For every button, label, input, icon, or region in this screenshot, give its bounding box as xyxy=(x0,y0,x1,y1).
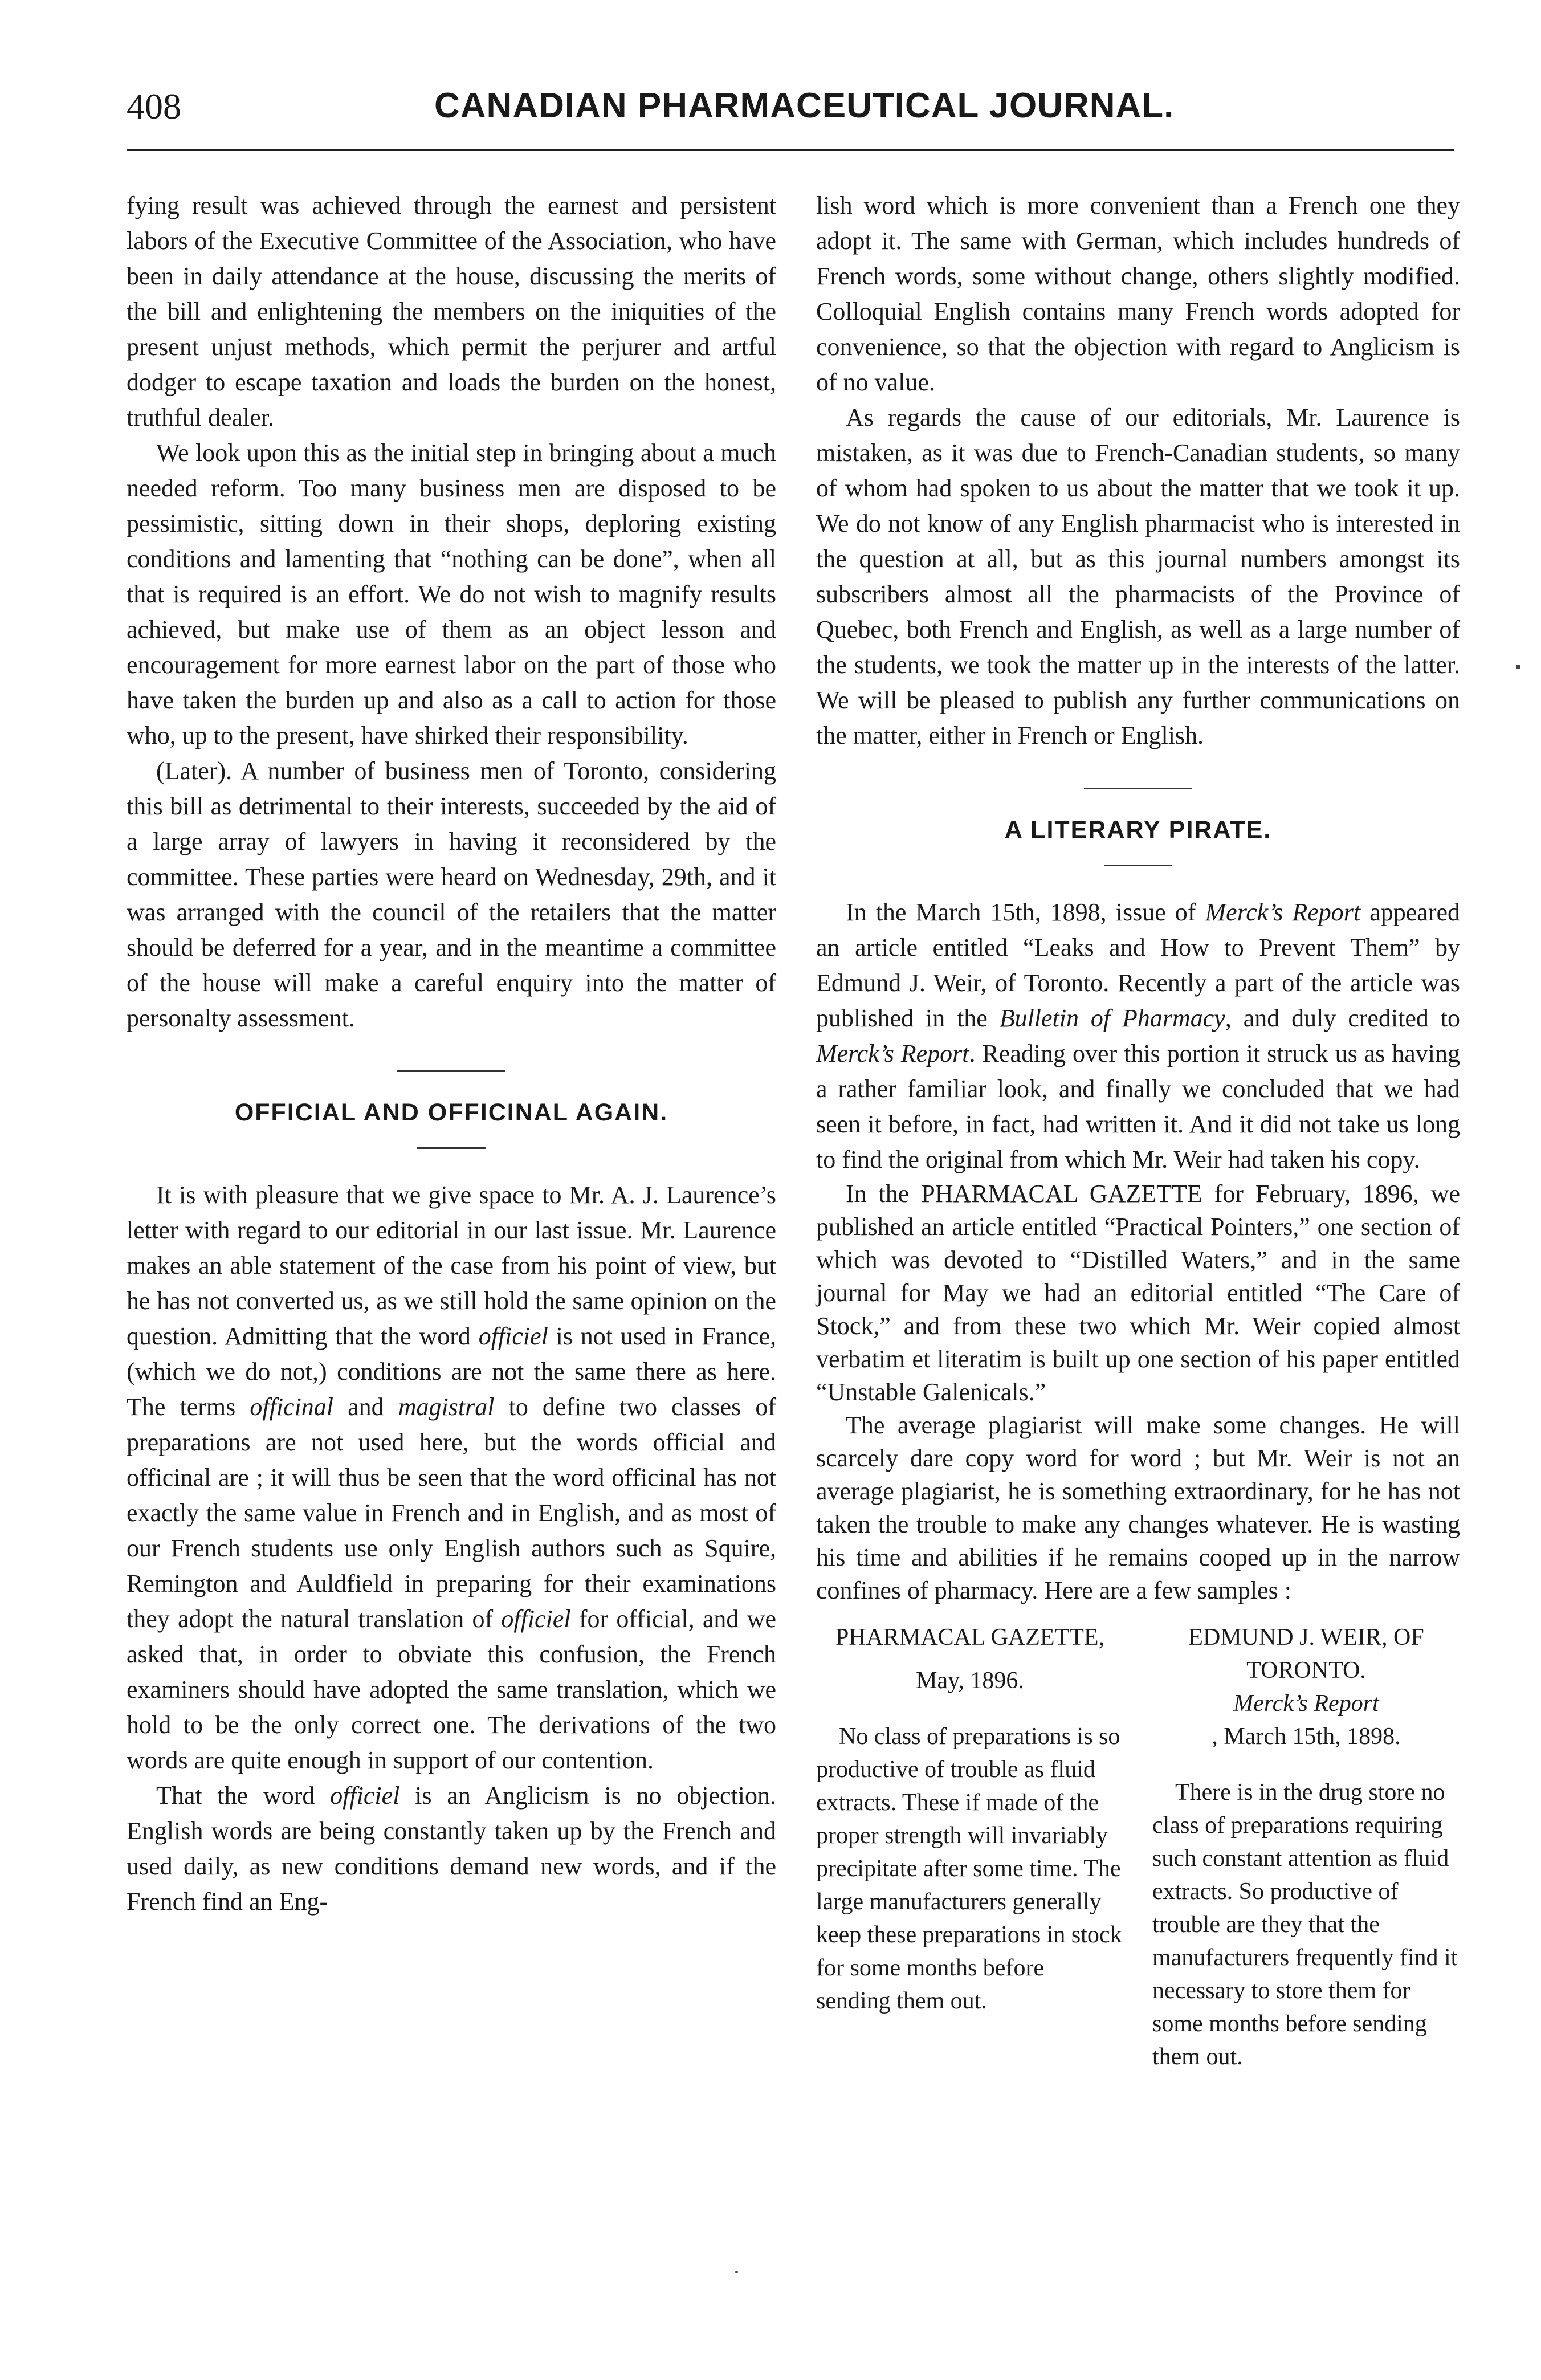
right-paragraph-5: The average plagiarist will make some changes. He will scarcely dare copy word for word ; but Mr. Weir is not an average plagiarist, he is something extraordinary, for he has not taken the trouble to make any changes whatever. He is wasting his time and abilities if he remains cooped up in the narrow confines of pharmacy. Here are a few samples : xyxy=(816,1411,1460,1604)
text-run: is an Anglicism is no objection. English words are being constantly taken up by the French and used daily, as new conditions demand new words, and if the French find an Eng- xyxy=(127,1782,777,1916)
text-run: and xyxy=(333,1393,398,1421)
source-date: May, 1896. xyxy=(916,1668,1024,1694)
print-speck xyxy=(735,2271,738,2273)
heading-literary-pirate: A LITERARY PIRATE. xyxy=(1004,816,1272,843)
text-run: is not used in France, (which we do not,) conditions are not the same there as here. The terms xyxy=(127,1322,776,1421)
source-name: EDMUND J. WEIR, OF xyxy=(1188,1624,1424,1650)
right-paragraph-3 xyxy=(816,895,1460,1177)
right-paragraph-1: lish word which is more convenient than a French one they adopt it. The same with German, which includes hundreds of French words, some without change, others slightly modified. Colloquial English contains many French words adopted for convenience, so that the objection with regard to Anglicism is of no value. xyxy=(816,191,1460,396)
journal-title: CANADIAN PHARMACEUTICAL JOURNAL. xyxy=(434,86,1175,125)
comparison-left-heading xyxy=(816,1621,1124,1697)
right-column xyxy=(816,188,1460,2073)
italic-title: Merck’s Report xyxy=(816,1040,969,1067)
source-name: PHARMACAL GAZETTE, xyxy=(835,1624,1105,1650)
italic-title: Bulletin of Pharmacy xyxy=(999,1004,1225,1032)
comparison-right xyxy=(1152,1621,1460,2073)
right-paragraph-4: In the PHARMACAL GAZETTE for February, 1896, we published an article entitled “Practical Pointers,” one section of which was devoted to “Distilled Waters,” and in the same journal for May we had an editorial entitled “The Care of Stock,” and from these two which Mr. Weir copied almost verbatim et literatim is built up one section of his paper entitled “Unstable Galenicals.” xyxy=(816,1180,1460,1406)
italic-term: officinal xyxy=(250,1393,334,1421)
comparison-left-text: No class of preparations is so productive of trouble as fluid extracts. These if made of the proper strength will invariably precipitate after some time. The large manufacturers generally keep these preparations in stock for some months before sending them out. xyxy=(816,1723,1122,2014)
heading-official-officinal: OFFICIAL AND OFFICINAL AGAIN. xyxy=(234,1099,668,1126)
heading-underline xyxy=(417,1147,486,1149)
comparison-right-text: There is in the drug store no class of preparations requiring such constant attention as fluid extracts. So productive of trouble are they that the manufacturers frequently find it necessary to store them for some months before sending them out. xyxy=(1152,1779,1458,2070)
left-paragraph-3: (Later). A number of business men of Toronto, considering this bill as detrimental to their interests, succeeded by the aid of a large array of lawyers in having it reconsidered by the committee. These parties were heard on Wednesday, 29th, and it was arranged with the council of the retailers that the matter should be deferred for a year, and in the meantime a committee of the house will make a careful enquiry into the matter of personalty assessment. xyxy=(127,757,776,1032)
text-run: to define two classes of preparations are not used here, but the words official and officinal are ; it will thus be seen that the word officinal has not exactly the same value in French and in English, and as most of our French students use only English authors such as Squire, Remington and Auldfield in preparing for their examinations they adopt the natural translation of xyxy=(127,1393,776,1633)
page-number: 408 xyxy=(127,86,181,127)
page-header xyxy=(127,85,1454,137)
left-paragraph-2: We look upon this as the initial step in bringing about a much needed reform. Too many business men are disposed to be pessimistic, sitting down in their shops, deploring existing conditions and lamenting that “nothing can be done”, when all that is required is an effort. We do not wish to magnify results achieved, but make use of them as an object lesson and encouragement for more earnest labor on the part of those who have taken the burden up and also as a call to action for those who, up to the present, have shirked their responsibility. xyxy=(127,439,776,749)
italic-term: officiel xyxy=(501,1605,571,1633)
text-run: In the March 15th, 1898, issue of xyxy=(846,898,1205,926)
text-run: appeared an article entitled “Leaks and How to Prevent Them” by Edmund J. Weir, of Toronto. Recently a part of the article was published in the xyxy=(816,898,1460,1032)
text-run: for official, and we asked that, in order to obviate this confusion, the French examiners should have adopted the same translation, which we hold to be the only correct one. The derivations of the two words are quite enough in support of our contention. xyxy=(127,1605,776,1774)
heading-underline xyxy=(1104,865,1172,866)
right-paragraph-2: As regards the cause of our editorials, Mr. Laurence is mistaken, as it was due to French-Canadian students, so many of whom had spoken to us about the matter that we took it up. We do not know of any English pharmacist who is interested in the question at all, but as this journal numbers amongst its subscribers almost all the pharmacists of the Province of Quebec, both French and English, as well as a large number of the students, we took the matter up in the interests of the latter. We will be pleased to publish any further communications on the matter, either in French or English. xyxy=(816,404,1460,749)
source-detail xyxy=(1152,1654,1460,1753)
text-run: . Reading over this portion it struck us as having a rather familiar look, and finally we concluded that we had seen it before, in fact, had written it. And it did not take us long to find the original from which Mr. Weir had taken his copy. xyxy=(816,1040,1460,1173)
comparison-right-heading xyxy=(1152,1621,1460,1753)
text-run: , March 15th, 1898. xyxy=(1212,1723,1401,1750)
italic-term: officiel xyxy=(478,1322,548,1350)
left-paragraph-1: fying result was achieved through the earnest and persistent labors of the Executive Committee of the Association, who have been in daily attendance at the house, discussing the merits of the bill and enlightening the members on the iniquities of the present unjust methods, which permit the perjurer and artful dodger to escape taxation and loads the burden on the honest, truthful dealer. xyxy=(127,191,776,431)
text-run: That the word xyxy=(156,1782,331,1810)
text-run: TORONTO. xyxy=(1246,1657,1366,1684)
italic-term: officiel xyxy=(330,1782,400,1810)
italic-term: magistral xyxy=(398,1393,495,1421)
print-speck xyxy=(1516,665,1520,669)
header-rule xyxy=(127,149,1454,151)
comparison-left xyxy=(816,1621,1124,2073)
italic-title: Merck’s Report xyxy=(1205,898,1361,926)
left-column xyxy=(127,188,776,1920)
left-paragraph-4 xyxy=(127,1177,776,1778)
section-divider xyxy=(397,1070,505,1072)
left-paragraph-5 xyxy=(127,1778,776,1920)
text-run: , and duly credited to xyxy=(1225,1004,1460,1032)
comparison-block xyxy=(816,1621,1460,2073)
italic-title: Merck’s Report xyxy=(1233,1690,1379,1717)
section-divider xyxy=(1084,788,1192,789)
text-run: It is with pleasure that we give space to Mr. A. J. Laurence’s letter with regard to our editorial in our last issue. Mr. Laurence makes an able statement of the case from his point of view, but he has not converted us, as we still hold the same opinion on the question. Admitting that the word xyxy=(127,1181,776,1350)
